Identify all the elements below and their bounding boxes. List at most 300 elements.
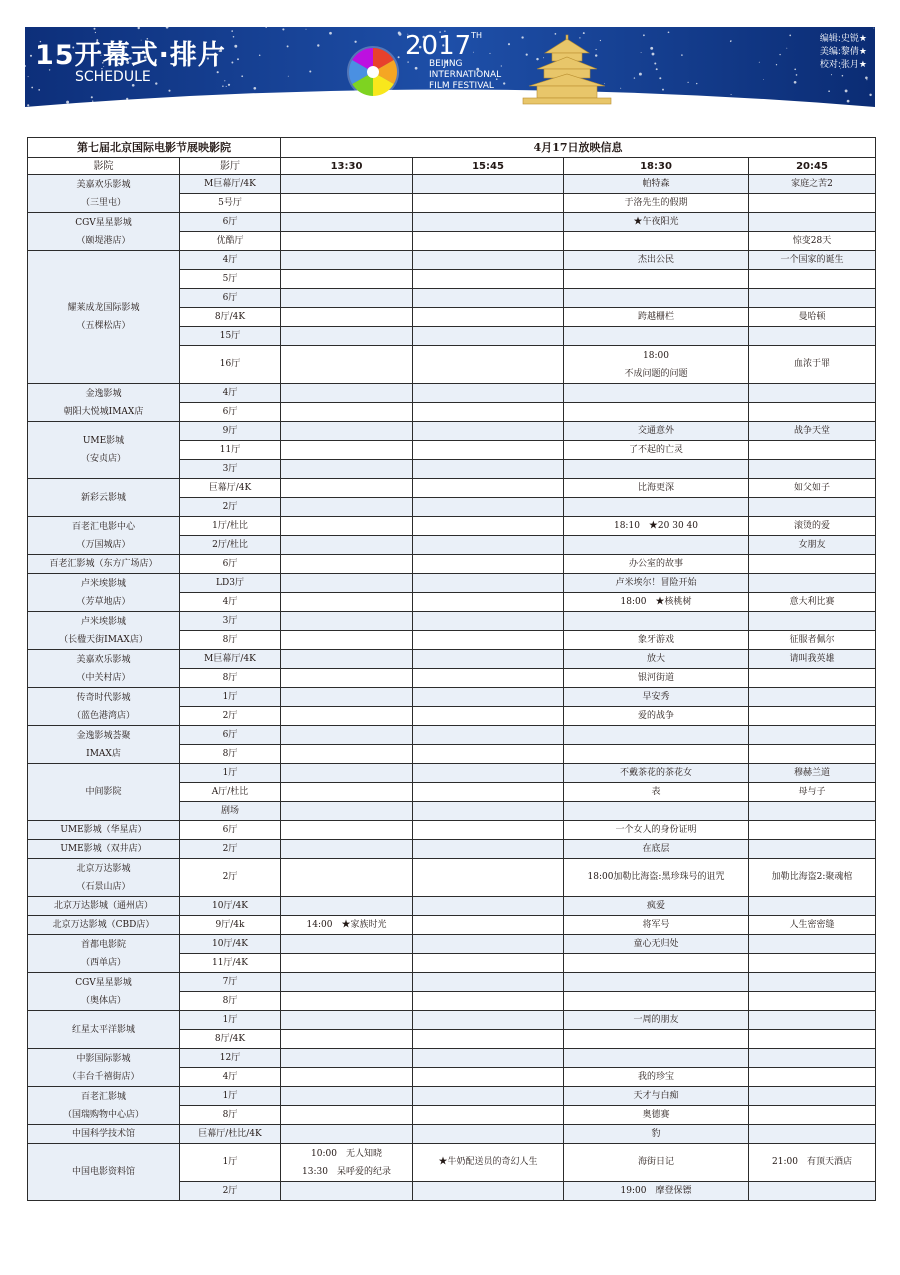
star-dot xyxy=(31,87,33,89)
screening-cell xyxy=(413,213,564,232)
star-dot xyxy=(687,82,688,83)
screening-cell: 于洛先生的假期 xyxy=(564,194,749,213)
cinema-name-line: UME影城（双井店） xyxy=(60,844,147,854)
hall-cell: 1厅 xyxy=(180,764,281,783)
hall-cell: 2厅 xyxy=(180,498,281,517)
cinema-name-line: 耀莱成龙国际影城 xyxy=(67,303,140,313)
screening-cell xyxy=(749,1182,876,1201)
column-header-cinema: 影院 xyxy=(28,158,180,175)
table-row xyxy=(28,175,876,194)
screening-cell: ★午夜阳光 xyxy=(564,213,749,232)
screening-cell: 穆赫兰道 xyxy=(749,764,876,783)
screening-cell xyxy=(413,1182,564,1201)
hall-cell: 9厅 xyxy=(180,422,281,441)
festival-year: 2017 xyxy=(405,31,472,61)
cinema-name-cell xyxy=(28,821,180,840)
cinema-name-cell xyxy=(28,764,180,821)
table-row xyxy=(28,973,876,992)
screening-cell xyxy=(281,175,413,194)
screening-cell xyxy=(281,935,413,954)
screening-cell: 19:00 摩登保镖 xyxy=(564,1182,749,1201)
star-dot xyxy=(253,87,256,90)
screening-cell xyxy=(749,574,876,593)
festival-name xyxy=(429,59,501,92)
star-dot xyxy=(224,80,225,81)
hall-cell: 4厅 xyxy=(180,384,281,403)
hall-cell: 6厅 xyxy=(180,213,281,232)
screening-cell xyxy=(281,479,413,498)
cinema-name-line: 美嘉欢乐影城 xyxy=(76,654,131,665)
screening-cell xyxy=(281,194,413,213)
screening-cell xyxy=(413,631,564,650)
table-row xyxy=(28,859,876,897)
screening-cell xyxy=(281,289,413,308)
hall-cell: 2厅 xyxy=(180,707,281,726)
hall-cell: 6厅 xyxy=(180,289,281,308)
table-row xyxy=(28,1125,876,1144)
screening-cell: 童心无归处 xyxy=(564,935,749,954)
table-row xyxy=(28,897,876,916)
screening-cell xyxy=(413,593,564,612)
screening-cell xyxy=(281,441,413,460)
cinema-name-line: （长楹天街IMAX店） xyxy=(59,634,148,645)
hall-cell: 6厅 xyxy=(180,403,281,422)
cinema-name-line: （石景山店） xyxy=(76,881,131,892)
screening-cell xyxy=(564,460,749,479)
table-row xyxy=(28,1087,876,1106)
screening-cell xyxy=(281,992,413,1011)
screening-cell xyxy=(281,574,413,593)
screening-cell xyxy=(281,802,413,821)
screening-cell xyxy=(749,1011,876,1030)
hall-cell: 1厅 xyxy=(180,688,281,707)
screening-cell xyxy=(281,783,413,802)
screening-cell xyxy=(281,764,413,783)
screening-cell xyxy=(749,726,876,745)
screening-cell xyxy=(749,973,876,992)
cinema-name-line: （五棵松店） xyxy=(76,321,131,331)
star-dot xyxy=(845,89,848,92)
star-dot xyxy=(668,31,670,33)
cinema-name-line: 百老汇电影中心 xyxy=(71,521,135,532)
screening-cell: 如父如子 xyxy=(749,479,876,498)
cinema-name-line: （三里屯） xyxy=(80,197,126,208)
table-row xyxy=(28,555,876,574)
screening-cell xyxy=(564,726,749,745)
festival-sup: TH xyxy=(471,31,483,40)
screening-line: 10:00 无人知晓 xyxy=(311,1148,382,1159)
screening-cell xyxy=(749,194,876,213)
screening-cell xyxy=(281,973,413,992)
screening-cell xyxy=(749,688,876,707)
screening-cell xyxy=(749,441,876,460)
screening-cell xyxy=(413,821,564,840)
screening-cell: 不戴茶花的茶花女 xyxy=(564,764,749,783)
screening-cell: 早安秀 xyxy=(564,688,749,707)
screening-cell xyxy=(413,973,564,992)
hall-cell: 16厅 xyxy=(180,346,281,384)
star-dot xyxy=(779,54,780,55)
star-dot xyxy=(794,68,796,70)
cinema-name-line: 北京万达影城（CBD店） xyxy=(52,920,155,930)
star-dot xyxy=(329,32,332,35)
screening-cell xyxy=(413,859,564,897)
screening-cell xyxy=(281,536,413,555)
screening-cell: 家庭之苦2 xyxy=(749,175,876,194)
screening-cell: 14:00 ★家族时光 xyxy=(281,916,413,935)
schedule-table xyxy=(27,137,876,1201)
screening-cell xyxy=(749,992,876,1011)
star-dot xyxy=(536,58,538,60)
hall-cell: 6厅 xyxy=(180,821,281,840)
table-row xyxy=(28,764,876,783)
screening-cell xyxy=(413,1030,564,1049)
screening-cell xyxy=(281,346,413,384)
screening-cell xyxy=(413,441,564,460)
star-dot xyxy=(508,43,510,45)
screening-cell xyxy=(281,1011,413,1030)
hall-cell: M巨幕厅/4K xyxy=(180,650,281,669)
screening-cell xyxy=(413,308,564,327)
screening-cell xyxy=(413,175,564,194)
screening-cell xyxy=(413,802,564,821)
screening-cell xyxy=(749,897,876,916)
hall-cell: 巨幕厅/杜比/4K xyxy=(180,1125,281,1144)
screening-cell xyxy=(749,821,876,840)
star-dot xyxy=(731,94,732,95)
hall-cell: 巨幕厅/4K xyxy=(180,479,281,498)
cinema-name-cell xyxy=(28,555,180,574)
screening-cell xyxy=(413,384,564,403)
column-header-time: 13:30 xyxy=(281,158,413,175)
hall-cell: 3厅 xyxy=(180,612,281,631)
screening-cell xyxy=(413,783,564,802)
star-dot xyxy=(583,32,585,34)
screening-cell: 一周的朋友 xyxy=(564,1011,749,1030)
star-dot xyxy=(259,54,261,56)
star-dot xyxy=(595,54,597,56)
credit-line: 编辑:史锐★ xyxy=(819,34,867,44)
screening-cell xyxy=(413,612,564,631)
screening-cell xyxy=(564,802,749,821)
screening-cell xyxy=(281,726,413,745)
screening-cell xyxy=(564,384,749,403)
cinema-name-line: 北京万达影城（通州店） xyxy=(53,901,153,911)
cinema-name-line: 美嘉欢乐影城 xyxy=(76,179,131,190)
hall-cell: 1厅/杜比 xyxy=(180,517,281,536)
cinema-name-cell xyxy=(28,213,180,251)
screening-cell xyxy=(413,289,564,308)
star-dot xyxy=(168,90,170,92)
star-dot xyxy=(222,85,223,86)
screening-cell xyxy=(564,403,749,422)
hall-cell: 9厅/4k xyxy=(180,916,281,935)
screening-cell xyxy=(413,707,564,726)
table-row xyxy=(28,251,876,270)
hall-cell: 4厅 xyxy=(180,1068,281,1087)
star-dot xyxy=(652,53,655,56)
cinema-name-cell xyxy=(28,840,180,859)
star-dot xyxy=(94,28,96,30)
page-title: 15开幕式·排片 xyxy=(35,40,226,71)
screening-cell: 帕特森 xyxy=(564,175,749,194)
credits xyxy=(820,33,867,72)
star-dot xyxy=(234,45,237,48)
screening-cell xyxy=(564,232,749,251)
hall-cell: 8厅/4K xyxy=(180,1030,281,1049)
screening-cell: 奥德赛 xyxy=(564,1106,749,1125)
screening-cell xyxy=(564,954,749,973)
cinema-name-cell xyxy=(28,1125,180,1144)
cinema-name-line: 新彩云影城 xyxy=(80,492,126,503)
screening-cell xyxy=(413,251,564,270)
star-dot xyxy=(873,28,874,29)
star-dot xyxy=(604,83,605,84)
cinema-name-line: （蓝色港湾店） xyxy=(71,710,135,721)
hall-cell: 1厅 xyxy=(180,1144,281,1182)
screening-cell xyxy=(749,460,876,479)
hall-cell: 1厅 xyxy=(180,1011,281,1030)
table-header-row xyxy=(28,138,876,158)
screening-cell xyxy=(749,1125,876,1144)
hall-cell: 10厅/4K xyxy=(180,935,281,954)
star-dot xyxy=(91,96,93,98)
screening-cell xyxy=(749,555,876,574)
star-dot xyxy=(226,86,227,87)
screening-cell: 加勒比海盗2:聚魂棺 xyxy=(749,859,876,897)
screening-cell: ★牛奶配送员的奇幻人生 xyxy=(413,1144,564,1182)
table-row xyxy=(28,821,876,840)
cinema-name-line: （国瑞购物中心店） xyxy=(62,1109,144,1120)
screening-cell: 意大利比赛 xyxy=(749,593,876,612)
table-row xyxy=(28,650,876,669)
screening-cell xyxy=(413,232,564,251)
screening-cell xyxy=(413,1106,564,1125)
cinema-name-cell xyxy=(28,384,180,422)
star-dot xyxy=(831,74,832,75)
screening-cell: 海街日记 xyxy=(564,1144,749,1182)
star-dot xyxy=(233,36,235,38)
hall-cell: 8厅 xyxy=(180,992,281,1011)
hall-cell: 8厅 xyxy=(180,631,281,650)
screening-cell: 18:00 ★核桃树 xyxy=(564,593,749,612)
hall-cell: M巨幕厅/4K xyxy=(180,175,281,194)
screening-cell xyxy=(564,973,749,992)
star-dot xyxy=(354,41,356,43)
table-row xyxy=(28,213,876,232)
cinema-name-line: 金逸影城 xyxy=(85,388,122,399)
star-dot xyxy=(600,40,601,41)
screening-cell xyxy=(413,479,564,498)
screening-line: 13:30 呆呼爱的纪录 xyxy=(302,1166,391,1177)
screening-line: 不成问题的问题 xyxy=(624,368,688,379)
screening-cell xyxy=(413,840,564,859)
screening-cell xyxy=(413,745,564,764)
header-banner xyxy=(25,27,875,127)
screening-cell xyxy=(281,498,413,517)
cinema-name-cell xyxy=(28,726,180,764)
cinema-name-line: （奥体店） xyxy=(80,995,126,1006)
screening-cell: 办公室的故事 xyxy=(564,555,749,574)
screening-cell: 18:10 ★20 30 40 xyxy=(564,517,749,536)
screening-cell: 爱的战争 xyxy=(564,707,749,726)
table-row xyxy=(28,517,876,536)
star-dot xyxy=(309,70,311,72)
hall-cell: 2厅 xyxy=(180,840,281,859)
screening-cell: 请叫我英雄 xyxy=(749,650,876,669)
screening-cell xyxy=(281,460,413,479)
screening-cell xyxy=(749,1068,876,1087)
screening-cell xyxy=(413,1125,564,1144)
cinema-name-line: 卢米埃影城 xyxy=(80,578,126,589)
star-dot xyxy=(659,77,661,79)
star-dot xyxy=(869,94,871,96)
hall-cell: 6厅 xyxy=(180,555,281,574)
screening-cell: 跨越栅栏 xyxy=(564,308,749,327)
screening-cell: 滚烫的爱 xyxy=(749,517,876,536)
cinema-name-line: 中国科学技术馆 xyxy=(71,1129,135,1139)
screening-cell xyxy=(281,232,413,251)
screening-cell xyxy=(413,403,564,422)
star-dot xyxy=(398,56,400,58)
screening-cell xyxy=(749,954,876,973)
cinema-name-cell xyxy=(28,935,180,973)
star-dot xyxy=(634,77,635,78)
screening-cell xyxy=(413,422,564,441)
screening-cell xyxy=(564,346,749,384)
hall-cell: 11厅 xyxy=(180,441,281,460)
screening-cell: 人生密密缝 xyxy=(749,916,876,935)
cinema-name-line: CGV星星影城 xyxy=(75,977,132,988)
cinema-name-cell xyxy=(28,251,180,384)
hall-cell: 4厅 xyxy=(180,251,281,270)
screening-cell xyxy=(413,916,564,935)
screening-cell xyxy=(281,1125,413,1144)
hall-cell: 2厅 xyxy=(180,1182,281,1201)
screening-cell xyxy=(749,745,876,764)
screening-cell xyxy=(749,935,876,954)
star-dot xyxy=(847,100,850,103)
star-dot xyxy=(407,61,408,62)
screening-cell xyxy=(281,1182,413,1201)
cinema-group-header: 第七届北京国际电影节展映影院 xyxy=(28,138,281,158)
screening-cell: 杰出公民 xyxy=(564,251,749,270)
screening-cell xyxy=(413,536,564,555)
hall-cell: 6厅 xyxy=(180,726,281,745)
screening-cell xyxy=(281,1030,413,1049)
screening-cell xyxy=(749,498,876,517)
star-dot xyxy=(842,75,844,77)
hall-cell: 12厅 xyxy=(180,1049,281,1068)
column-header-time: 18:30 xyxy=(564,158,749,175)
hall-cell: 8厅/4K xyxy=(180,308,281,327)
star-dot xyxy=(639,73,642,76)
hall-cell: 5号厅 xyxy=(180,194,281,213)
screening-cell: 母与子 xyxy=(749,783,876,802)
star-dot xyxy=(759,62,760,63)
hall-cell: 7厅 xyxy=(180,973,281,992)
table-row xyxy=(28,726,876,745)
star-dot xyxy=(763,79,764,80)
screening-cell xyxy=(281,517,413,536)
screening-cell xyxy=(564,536,749,555)
cinema-name-line: （西单店） xyxy=(80,957,126,968)
column-header-time: 20:45 xyxy=(749,158,876,175)
table-row xyxy=(28,916,876,935)
screening-cell: 曼哈顿 xyxy=(749,308,876,327)
hall-cell: 8厅 xyxy=(180,669,281,688)
screening-cell xyxy=(281,384,413,403)
cinema-name-line: UME影城（华星店） xyxy=(60,825,147,835)
screening-cell xyxy=(413,1087,564,1106)
screening-cell xyxy=(281,650,413,669)
screening-cell xyxy=(413,327,564,346)
cinema-name-cell xyxy=(28,612,180,650)
cinema-name-cell xyxy=(28,650,180,688)
star-dot xyxy=(662,89,664,91)
cinema-name-cell xyxy=(28,1144,180,1201)
table-row xyxy=(28,840,876,859)
cinema-name-cell xyxy=(28,859,180,897)
column-header-time: 15:45 xyxy=(413,158,564,175)
festival-name-line: INTERNATIONAL xyxy=(429,70,502,80)
hall-cell: 8厅 xyxy=(180,745,281,764)
screening-cell: 豹 xyxy=(564,1125,749,1144)
screening-cell xyxy=(564,289,749,308)
star-dot xyxy=(656,68,658,70)
screening-cell: 战争天堂 xyxy=(749,422,876,441)
star-dot xyxy=(503,82,505,84)
cinema-name-line: （芳草地店） xyxy=(76,596,131,607)
star-dot xyxy=(828,90,830,92)
cinema-name-line: 传奇时代影城 xyxy=(76,692,131,703)
screening-cell xyxy=(749,1049,876,1068)
cinema-name-line: 中国电影资料馆 xyxy=(71,1167,135,1177)
festival-logo-icon xyxy=(347,46,399,98)
cinema-name-cell xyxy=(28,1011,180,1049)
star-dot xyxy=(681,54,683,56)
screening-cell xyxy=(413,194,564,213)
star-dot xyxy=(696,83,697,84)
star-dot xyxy=(306,29,307,30)
cinema-name-cell xyxy=(28,175,180,213)
credit-line: 美编:黎倩★ xyxy=(819,47,867,57)
date-header: 4月17日放映信息 xyxy=(281,138,876,158)
cinema-name-cell xyxy=(28,422,180,479)
table-row xyxy=(28,422,876,441)
star-dot xyxy=(543,57,544,58)
table-row xyxy=(28,1011,876,1030)
star-dot xyxy=(287,45,289,47)
screening-cell xyxy=(749,289,876,308)
cinema-name-cell xyxy=(28,688,180,726)
star-dot xyxy=(654,62,656,64)
screening-cell xyxy=(749,1087,876,1106)
cinema-name-cell xyxy=(28,479,180,517)
cinema-name-cell xyxy=(28,897,180,916)
screening-cell xyxy=(281,612,413,631)
table-row xyxy=(28,574,876,593)
table-row xyxy=(28,935,876,954)
festival-name-line: BEIJING xyxy=(429,59,463,69)
screening-cell xyxy=(281,593,413,612)
star-dot xyxy=(796,74,798,76)
screening-cell xyxy=(749,384,876,403)
hall-cell: A厅/杜比 xyxy=(180,783,281,802)
star-dot xyxy=(776,64,777,65)
screening-cell xyxy=(749,270,876,289)
screening-cell xyxy=(413,992,564,1011)
